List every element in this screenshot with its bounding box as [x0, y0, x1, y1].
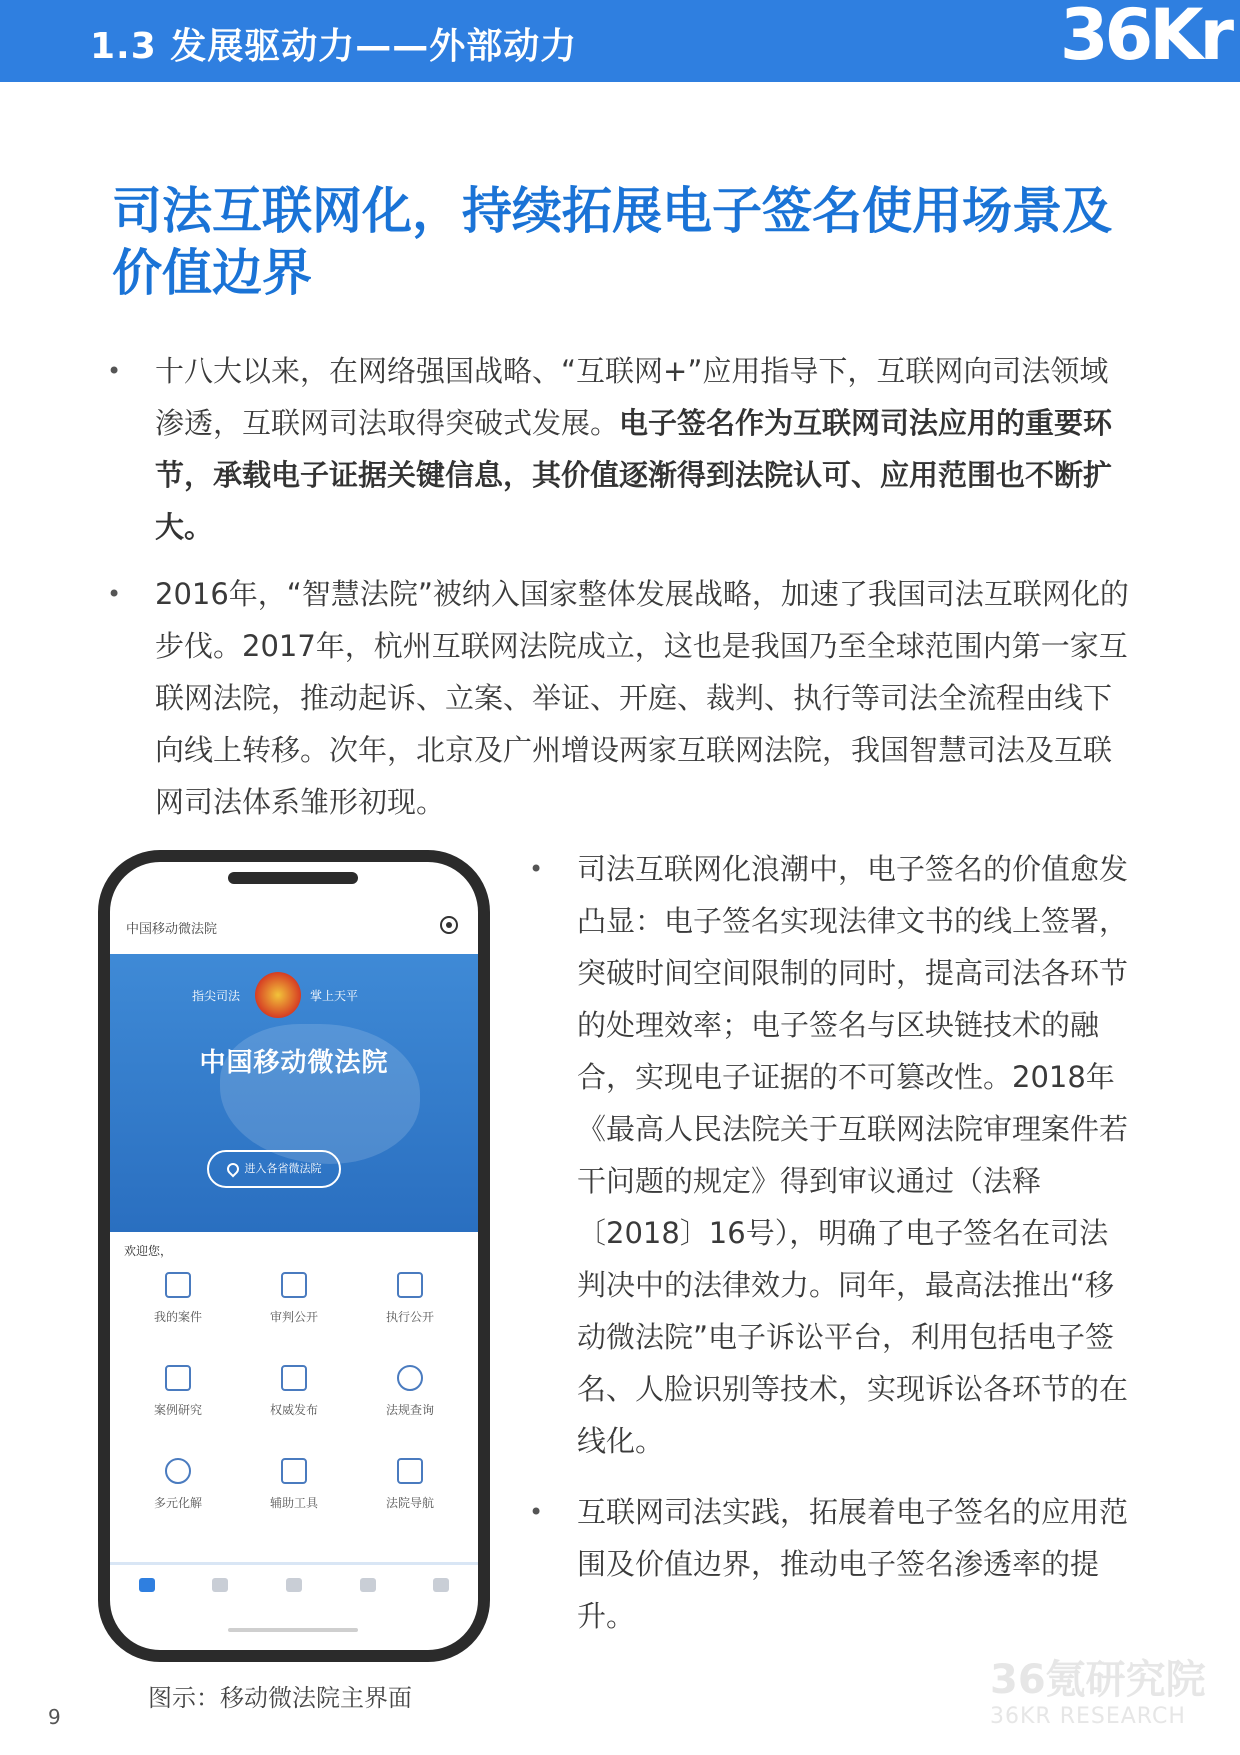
grid-item-label: 法规查询: [385, 1403, 434, 1417]
welcome-text: 欢迎您，: [124, 1244, 173, 1258]
navigation-icon: [397, 1458, 423, 1484]
province-button-label: 进入各省微法院: [244, 1162, 322, 1175]
grid-item-label: 案例研究: [153, 1403, 202, 1417]
watermark-en: 36KR RESEARCH: [990, 1704, 1186, 1729]
banner-title: 中国移动微法院: [199, 1048, 389, 1078]
app-banner: [110, 954, 478, 1232]
logo: [1060, 0, 1240, 82]
mail-icon: [360, 1578, 376, 1592]
grid-item-label: 审判公开: [269, 1310, 318, 1324]
paragraph-1: [107, 345, 1130, 553]
grid-item-my-cases: [120, 1272, 236, 1325]
bullet-icon: •: [107, 580, 122, 608]
app-header: [110, 918, 478, 954]
phone-mockup: [98, 850, 490, 1662]
grid-item-authority-release: [236, 1365, 352, 1418]
grid-item-label: 执行公开: [385, 1310, 434, 1324]
paragraph-3: [529, 843, 1130, 1467]
paragraph-1-bold: 电子签名作为互联网司法应用的重要环节，承载电子证据关键信息，其价值逐渐得到法院认可、应用范围也不断扩大。: [155, 406, 1113, 544]
grid-item-label: 多元化解: [153, 1496, 202, 1510]
paragraph-2-text: 2016年，“智慧法院”被纳入国家整体发展战略，加速了我国司法互联网化的步伐。2017年，杭州互联网法院成立，这也是我国乃至全球范围内第一家互联网法院，推动起诉、立案、举证、开庭、裁判、执行等司法全流程由线下向线上转移。次年，北京及广州增设两家互联网法院，我国智慧司法及互联网司法体系雏形初现。: [155, 577, 1129, 819]
function-grid: [120, 1272, 468, 1511]
province-court-button: [207, 1150, 341, 1188]
grid-item-dispute-resolution: [120, 1458, 236, 1511]
paragraph-2: [107, 568, 1130, 828]
search-icon: [397, 1365, 423, 1391]
app-tab-bar: [110, 1562, 478, 1605]
id-card-icon: [397, 1272, 423, 1298]
page-number: 9: [48, 1705, 61, 1729]
search-icon: [212, 1578, 228, 1592]
location-pin-icon: [224, 1161, 241, 1178]
grid-item-case-study: [120, 1365, 236, 1418]
watermark-cn: 36氪研究院: [990, 1657, 1206, 1703]
grid-item-law-search: [352, 1365, 468, 1418]
clipboard-icon: [281, 1272, 307, 1298]
grid-item-trial-open: [236, 1272, 352, 1325]
grid-item-label: 权威发布: [269, 1403, 318, 1417]
section-title: 1.3 发展驱动力——外部动力: [90, 26, 578, 67]
slogan-right: 掌上天平: [310, 989, 359, 1003]
target-icon: [440, 916, 458, 934]
grid-item-label: 法院导航: [385, 1496, 434, 1510]
case-icon: [165, 1272, 191, 1298]
user-icon: [433, 1578, 449, 1592]
people-icon: [165, 1458, 191, 1484]
court-emblem-icon: [255, 972, 301, 1018]
files-icon: [281, 1458, 307, 1484]
logo-text: 36Kr: [1059, 0, 1230, 76]
slogan-left: 指尖司法: [192, 989, 241, 1003]
bullet-icon: •: [529, 855, 544, 883]
figure-caption: 图示：移动微法院主界面: [148, 1684, 412, 1712]
header-bar: [0, 0, 1240, 82]
paragraph-1-text: 十八大以来，在网络强国战略、“互联网+”应用指导下，互联网向司法领域渗透，互联网司法取得突破式发展。: [155, 354, 1109, 440]
home-icon: [139, 1578, 155, 1592]
grid-item-court-navigation: [352, 1458, 468, 1511]
profile-icon: [165, 1365, 191, 1391]
bell-icon: [286, 1578, 302, 1592]
document-icon: [281, 1365, 307, 1391]
grid-item-label: 我的案件: [153, 1310, 202, 1324]
bullet-icon: •: [529, 1498, 544, 1526]
grid-item-execution-open: [352, 1272, 468, 1325]
page-headline: 司法互联网化，持续拓展电子签名使用场景及价值边界: [112, 182, 1112, 302]
grid-item-tools: [236, 1458, 352, 1511]
paragraph-3-text: 司法互联网化浪潮中，电子签名的价值愈发凸显：电子签名实现法律文书的线上签署，突破时间空间限制的同时，提高司法各环节的处理效率；电子签名与区块链技术的融合，实现电子证据的不可篡改性。2018年《最高人民法院关于互联网法院审理案件若干问题的规定》得到审议通过（法释〔2018〕16号），明确了电子签名在司法判决中的法律效力。同年，最高法推出“移动微法院”电子诉讼平台，利用包括电子签名、人脸识别等技术，实现诉讼各环节的在线化。: [577, 852, 1129, 1458]
bullet-icon: •: [107, 357, 122, 385]
paragraph-4: [529, 1486, 1130, 1642]
home-indicator: [228, 1628, 358, 1632]
phone-notch: [228, 872, 358, 884]
paragraph-4-text: 互联网司法实践，拓展着电子签名的应用范围及价值边界，推动电子签名渗透率的提升。: [577, 1495, 1129, 1633]
grid-item-label: 辅助工具: [269, 1496, 318, 1510]
app-name: 中国移动微法院: [126, 922, 218, 937]
